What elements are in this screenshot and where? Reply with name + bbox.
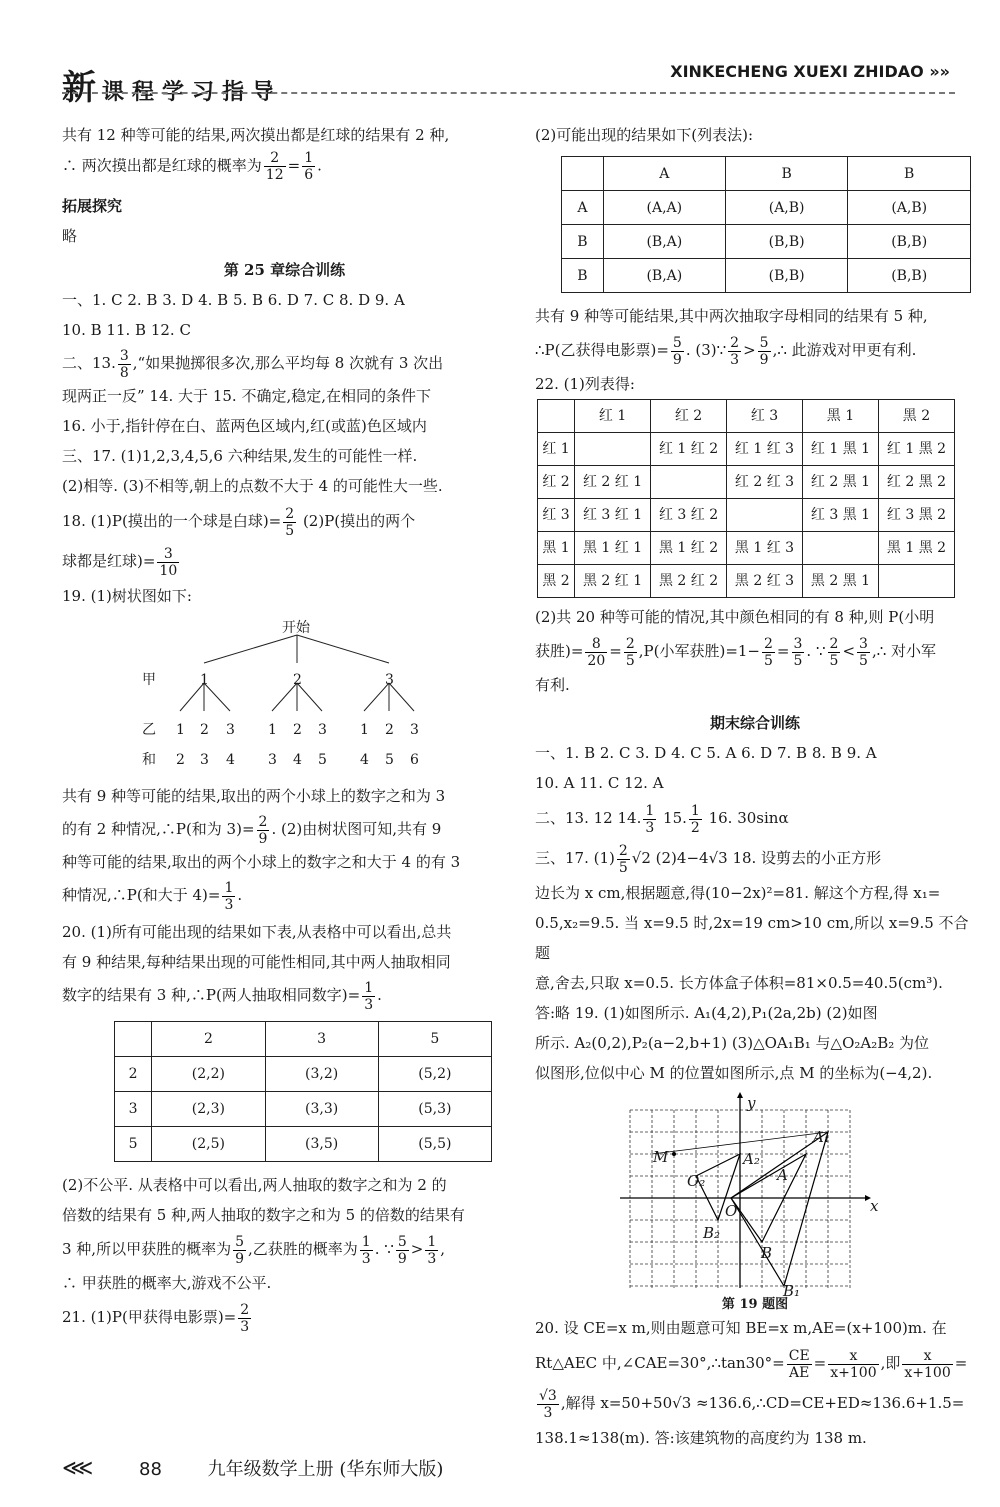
point-label-O2: O₂ xyxy=(687,1172,706,1190)
table-cell: 红 3 黑 2 xyxy=(878,499,954,532)
table-row xyxy=(562,259,971,293)
tree-sum: 4 xyxy=(360,752,369,768)
tree-sum: 4 xyxy=(293,752,302,768)
book-title: 九年级数学上册 (华东师大版) xyxy=(207,1459,444,1480)
tree-node: 2 xyxy=(200,722,209,738)
text-line: 二、13. $\frac{3}{8}$ ,“如果抛掷很多次,那么平均每 8 次就有 3 次出 xyxy=(62,347,444,381)
text-line: 3 种,所以甲获胜的概率为 $\frac{5}{9}$ ,乙获胜的概率为 $\frac{1}{3}$ . ∵ $\frac{5}{9}$ > $\frac{1}{3}$ , xyxy=(62,1233,446,1267)
table-row xyxy=(538,532,955,565)
header-pinyin: XINKECHENG XUEXI ZHIDAO »» xyxy=(670,62,950,81)
table-q22 xyxy=(537,399,955,598)
text-line: (2)不公平. 从表格中可以看出,两人抽取的数字之和为 2 的 xyxy=(62,1176,447,1194)
text-line: 21. (1)P(甲获得电影票)= $\frac{2}{3}$ xyxy=(62,1301,250,1335)
table-cell: (3,2) xyxy=(265,1057,378,1092)
tree-node: 3 xyxy=(318,722,327,738)
table-cell: 黑 2 xyxy=(878,400,954,433)
tree-start: 开始 xyxy=(282,620,310,636)
text-line: 共有 9 种等可能结果,其中两次抽取字母相同的结果有 5 种, xyxy=(535,307,928,325)
table-cell: (B,B) xyxy=(848,259,971,293)
table-cell: 黑 1 黑 2 xyxy=(878,532,954,565)
table-cell: (A,A) xyxy=(603,191,725,225)
point-label-B1: B₁ xyxy=(783,1282,801,1300)
right-column xyxy=(535,120,975,1453)
table-cell: 红 2 红 3 xyxy=(727,466,803,499)
tree-label-yi: 乙 xyxy=(142,722,156,738)
text-line: 似图形,位似中心 M 的位置如图所示,点 M 的坐标为(−4,2). xyxy=(535,1064,933,1082)
table-cell: (B,B) xyxy=(725,225,848,259)
table-cell: (B,B) xyxy=(725,259,848,293)
tree-sum: 6 xyxy=(410,752,419,768)
text-line: 倍数的结果有 5 种,两人抽取的数字之和为 5 的倍数的结果有 xyxy=(62,1206,465,1224)
table-cell: 红 1 红 2 xyxy=(651,433,727,466)
table-row xyxy=(115,1057,492,1092)
text-line: 一、1. C 2. B 3. D 4. B 5. B 6. D 7. C 8. D 9. A xyxy=(62,291,405,309)
text-line: 22. (1)列表得: xyxy=(535,375,635,393)
tree-node: 1 xyxy=(176,722,185,738)
text-line: 0.5,x₂=9.5. 当 x=9.5 时,2x=19 cm>10 cm,所以 x=9.5 不合题 xyxy=(535,914,969,962)
table-row xyxy=(115,1092,492,1127)
table-cell: (B,B) xyxy=(848,225,971,259)
header-divider xyxy=(62,92,955,94)
figure-caption: 第 19 题图 xyxy=(721,1297,789,1312)
table-cell: 3 xyxy=(265,1022,378,1057)
table-row xyxy=(538,433,955,466)
table-q21 xyxy=(561,156,971,293)
text-line: 20. 设 CE=x m,则由题意可知 BE=x m,AE=(x+100)m. 在 xyxy=(535,1319,947,1337)
table-cell: (5,5) xyxy=(378,1127,491,1162)
text-line: 19. (1)树状图如下: xyxy=(62,587,192,605)
table-cell: 红 2 xyxy=(538,466,575,499)
figure-19 xyxy=(535,1088,975,1313)
table-cell: A xyxy=(562,191,604,225)
table-cell: 红 1 黑 1 xyxy=(803,433,879,466)
text-line: 138.1≈138(m). 答:该建筑物的高度约为 138 m. xyxy=(535,1429,867,1447)
table-cell: 黑 2 红 3 xyxy=(727,565,803,598)
point-label-O: O xyxy=(725,1202,738,1220)
table-cell: (3,5) xyxy=(265,1127,378,1162)
table-cell xyxy=(562,157,604,191)
table-cell: (3,3) xyxy=(265,1092,378,1127)
table-cell: 黑 1 xyxy=(803,400,879,433)
text-line: ∴ 甲获胜的概率大,游戏不公平. xyxy=(62,1274,272,1292)
table-cell: 红 1 红 3 xyxy=(727,433,803,466)
section-heading: 期末综合训练 xyxy=(709,714,800,732)
text-line: 一、1. B 2. C 3. D 4. C 5. A 6. D 7. B 8. B 9. A xyxy=(535,744,877,762)
table-cell: B xyxy=(725,157,848,191)
table-cell: (5,3) xyxy=(378,1092,491,1127)
table-cell xyxy=(803,532,879,565)
tree-sum: 3 xyxy=(268,752,277,768)
table-cell xyxy=(538,400,575,433)
table-row xyxy=(562,225,971,259)
table-cell xyxy=(115,1022,152,1057)
table-cell: (5,2) xyxy=(378,1057,491,1092)
tree-sum: 4 xyxy=(226,752,235,768)
table-cell: 红 1 黑 2 xyxy=(878,433,954,466)
text-line: ∴ 两次摸出都是红球的概率为 $\frac{2}{12}$ = $\frac{1}{6}$ . xyxy=(62,150,322,183)
left-column xyxy=(62,120,507,1336)
table-cell: 2 xyxy=(115,1057,152,1092)
text-line: $\frac{√3}{3}$ ,解得 x=50+50√3 ≈136.6,∴CD=CE+ED≈136.6+1.5= xyxy=(539,1387,965,1421)
table-q20 xyxy=(114,1021,492,1162)
tree-label-he: 和 xyxy=(142,752,156,768)
section-heading: 拓展探究 xyxy=(62,197,123,215)
text-line: (2)共 20 种等可能的情况,其中颜色相同的有 8 种,则 P(小明 xyxy=(535,608,935,626)
table-cell xyxy=(575,433,651,466)
coordinate-figure xyxy=(535,1088,975,1288)
tree-sum: 5 xyxy=(385,752,394,768)
text-line: 数字的结果有 3 种,∴P(两人抽取相同数字)= $\frac{1}{3}$ . xyxy=(62,979,382,1013)
table-cell: (B,A) xyxy=(603,259,725,293)
point-label-A1: A₁ xyxy=(813,1128,830,1146)
header-logo: 新 xyxy=(62,68,96,108)
text-line: 略 xyxy=(62,227,78,245)
text-line: 18. (1)P(摸出的一个球是白球)= $\frac{2}{5}$ (2)P(摸出的两个 xyxy=(62,505,416,539)
table-cell: (2,2) xyxy=(152,1057,265,1092)
text-line: ∴P(乙获得电影票)= $\frac{5}{9}$ . (3)∵ $\frac{2}{3}$ > $\frac{5}{9}$ ,∴ 此游戏对甲更有利. xyxy=(535,334,917,368)
text-line: Rt△AEC 中,∠CAE=30°,∴tan30°= $\frac{CE}{AE}$ = $\frac{x}{x+100}$ ,即 $\frac{x}{x+100}$ = xyxy=(535,1347,968,1381)
text-line: 所示. A₂(0,2),P₂(a−2,b+1) (3)△OA₁B₁ 与△O₂A₂B₂ 为位 xyxy=(535,1034,930,1052)
table-cell: 黑 2 xyxy=(538,565,575,598)
tree-sum: 3 xyxy=(200,752,209,768)
text-line: 种情况,∴P(和大于 4)= $\frac{1}{3}$ . xyxy=(62,879,243,913)
axis-label-x: x xyxy=(870,1197,879,1215)
table-cell: 红 3 红 1 xyxy=(575,499,651,532)
tree-sum: 5 xyxy=(318,752,327,768)
table-cell: 3 xyxy=(115,1092,152,1127)
text-line: 10. B 11. B 12. C xyxy=(62,321,191,339)
text-line: 20. (1)所有可能出现的结果如下表,从表格中可以看出,总共 xyxy=(62,923,452,941)
text-line: 边长为 x cm,根据题意,得(10−2x)²=81. 解这个方程,得 x₁= xyxy=(535,884,941,902)
point-label-A2: A₂ xyxy=(743,1150,760,1168)
table-cell: 红 1 xyxy=(575,400,651,433)
tree-node: 1 xyxy=(268,722,277,738)
table-cell: B xyxy=(562,225,604,259)
text-line: 有 9 种结果,每种结果出现的可能性相同,其中两人抽取相同 xyxy=(62,953,451,971)
table-cell xyxy=(727,499,803,532)
table-cell: 红 3 黑 1 xyxy=(803,499,879,532)
table-cell: (A,B) xyxy=(725,191,848,225)
table-cell: 红 2 黑 2 xyxy=(878,466,954,499)
text-line: 共有 9 种等可能的结果,取出的两个小球上的数字之和为 3 xyxy=(62,787,446,805)
point-label-A: A xyxy=(777,1166,788,1184)
table-cell: (B,A) xyxy=(603,225,725,259)
table-cell: B xyxy=(562,259,604,293)
point-label-B2: B₂ xyxy=(703,1224,721,1242)
text-line: 三、17. (1)1,2,3,4,5,6 六种结果,发生的可能性一样. xyxy=(62,447,418,465)
table-cell: 黑 1 xyxy=(538,532,575,565)
point-label-M: M xyxy=(653,1148,669,1166)
table-cell: 2 xyxy=(152,1022,265,1057)
text-line: 16. 小于,指针停在白、蓝两色区域内,红(或蓝)色区域内 xyxy=(62,417,427,435)
tree-node: 3 xyxy=(410,722,419,738)
tree-sum: 2 xyxy=(176,752,185,768)
tree-diagram xyxy=(62,611,507,771)
table-cell: 红 1 xyxy=(538,433,575,466)
table-cell: (A,B) xyxy=(848,191,971,225)
table-cell: 红 2 红 1 xyxy=(575,466,651,499)
table-row xyxy=(538,565,955,598)
tree-node: 2 xyxy=(293,722,302,738)
tree-node: 3 xyxy=(385,672,394,688)
text-line: (2)相等. (3)不相等,朝上的点数不大于 4 的可能性大一些. xyxy=(62,477,443,495)
tree-node: 1 xyxy=(360,722,369,738)
table-row xyxy=(538,466,955,499)
text-line: (2)可能出现的结果如下(列表法): xyxy=(535,126,754,144)
table-cell: 黑 1 红 2 xyxy=(651,532,727,565)
page-number: 88 xyxy=(139,1459,162,1480)
table-cell: 红 2 黑 1 xyxy=(803,466,879,499)
text-line: 获胜)= $\frac{8}{20}$ = $\frac{2}{5}$ ,P(小军获胜)=1− $\frac{2}{5}$ = $\frac{3}{5}$ . ∵ $\frac{2}{5}$ < $\frac{3}{5}$ ,∴ 对小军 xyxy=(535,635,937,669)
table-cell: 红 3 xyxy=(727,400,803,433)
table-row xyxy=(115,1127,492,1162)
tree-label-jia: 甲 xyxy=(142,672,156,688)
text-line: 现两正一反” 14. 大于 15. 不确定,稳定,在相同的条件下 xyxy=(62,387,431,405)
text-line: 球都是红球)= $\frac{3}{10}$ xyxy=(62,545,178,579)
tree-node: 2 xyxy=(293,672,302,688)
table-row xyxy=(562,191,971,225)
table-row xyxy=(115,1022,492,1057)
table-cell: 5 xyxy=(378,1022,491,1057)
text-line: 种等可能的结果,取出的两个小球上的数字之和大于 4 的有 3 xyxy=(62,853,461,871)
table-cell: 黑 2 黑 1 xyxy=(803,565,879,598)
page-footer xyxy=(62,1455,443,1481)
table-cell: 红 3 红 2 xyxy=(651,499,727,532)
tree-node: 3 xyxy=(226,722,235,738)
section-heading: 第 25 章综合训练 xyxy=(223,261,346,279)
point-label-B: B xyxy=(761,1244,773,1262)
table-cell: 黑 2 红 1 xyxy=(575,565,651,598)
text-line: 10. A 11. C 12. A xyxy=(535,774,664,792)
table-cell: 5 xyxy=(115,1127,152,1162)
tree-node: 2 xyxy=(385,722,394,738)
table-cell xyxy=(878,565,954,598)
axis-label-y: y xyxy=(747,1094,756,1112)
double-chevron-left-icon: ⋘ xyxy=(62,1456,94,1481)
tree-node: 1 xyxy=(200,672,209,688)
text-line: 答:略 19. (1)如图所示. A₁(4,2),P₁(2a,2b) (2)如图 xyxy=(535,1004,878,1022)
table-cell: (2,5) xyxy=(152,1127,265,1162)
text-line: 有利. xyxy=(535,676,570,694)
table-cell: B xyxy=(848,157,971,191)
text-line: 的有 2 种情况,∴P(和为 3)= $\frac{2}{9}$ . (2)由树状图可知,共有 9 xyxy=(62,813,442,847)
table-cell: (2,3) xyxy=(152,1092,265,1127)
double-chevron-icon: »» xyxy=(929,62,950,81)
table-cell: 黑 1 红 3 xyxy=(727,532,803,565)
table-row xyxy=(538,400,955,433)
table-row xyxy=(562,157,971,191)
text-line: 二、13. 12 14. $\frac{1}{3}$ 15. $\frac{1}{2}$ 16. 30sinα xyxy=(535,802,789,836)
table-row xyxy=(538,499,955,532)
table-cell: 黑 1 红 1 xyxy=(575,532,651,565)
page-header xyxy=(0,0,1000,110)
table-cell: 红 2 xyxy=(651,400,727,433)
table-cell: 红 3 xyxy=(538,499,575,532)
text-line: 三、17. (1) $\frac{2}{5}$ √2 (2)4−4√3 18. 设剪去的小正方形 xyxy=(535,842,882,876)
header-title: 新课程学习指导 xyxy=(62,68,283,108)
text-line: 共有 12 种等可能的结果,两次摸出都是红球的结果有 2 种, xyxy=(62,126,450,144)
table-cell xyxy=(651,466,727,499)
table-cell: A xyxy=(603,157,725,191)
table-cell: 黑 2 红 2 xyxy=(651,565,727,598)
text-line: 意,舍去,只取 x=0.5. 长方体盒子体积=81×0.5=40.5(cm³). xyxy=(535,974,943,992)
